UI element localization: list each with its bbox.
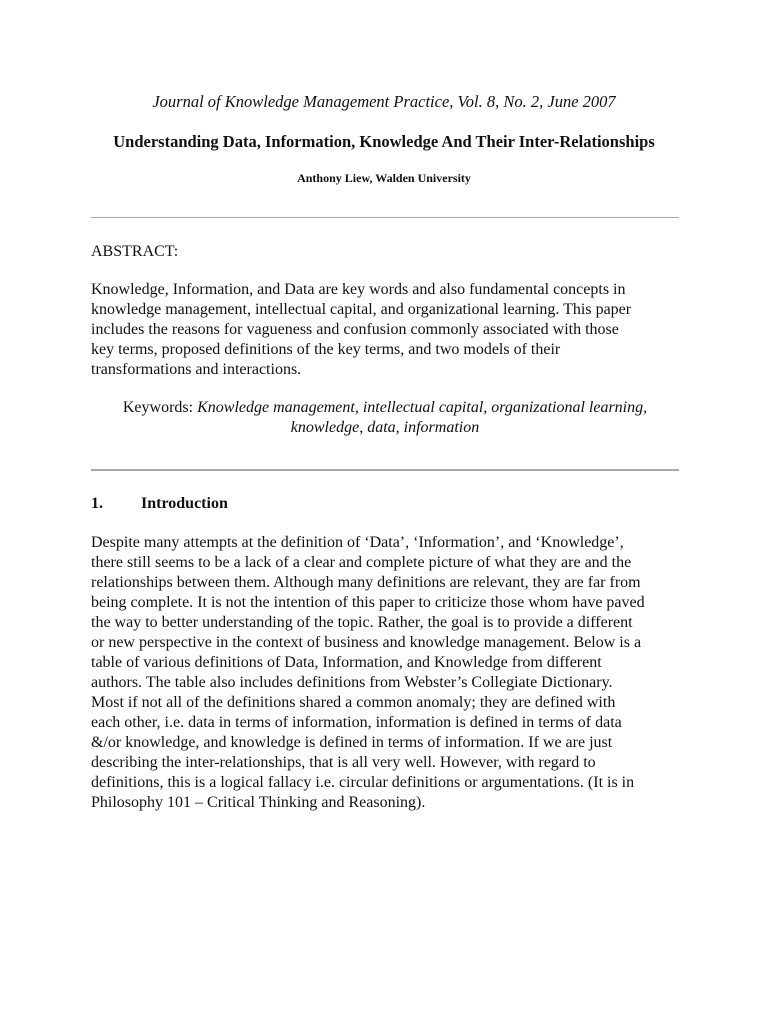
abstract-line: key terms, proposed definitions of the key terms, and two models of their — [91, 341, 561, 358]
paragraph-line: each other, i.e. data in terms of information, information is defined in terms of data — [91, 714, 622, 731]
abstract-line: knowledge management, intellectual capital, and organizational learning. This paper — [91, 301, 632, 318]
author-line: Anthony Liew, Walden University — [297, 171, 471, 185]
abstract-body — [91, 280, 681, 380]
paragraph-line: the way to better understanding of the topic. Rather, the goal is to provide a different — [91, 614, 633, 631]
abstract-line: Knowledge, Information, and Data are key words and also fundamental concepts in — [91, 281, 626, 298]
section-heading — [91, 494, 228, 514]
journal-citation: Journal of Knowledge Management Practice, Vol. 8, No. 2, June 2007 — [152, 92, 616, 111]
paragraph-line: there still seems to be a lack of a clear and complete picture of what they are and the — [91, 554, 632, 571]
abstract-line: transformations and interactions. — [91, 361, 302, 378]
keywords-block — [91, 398, 679, 438]
paragraph-line: authors. The table also includes definitions from Webster’s Collegiate Dictionary. — [91, 674, 613, 691]
keywords-label: Keywords: — [122, 399, 194, 416]
paragraph-line: &/or knowledge, and knowledge is defined in terms of information. If we are just — [91, 734, 613, 751]
paragraph-line: definitions, this is a logical fallacy i.e. circular definitions or argumentations. (It is in — [91, 774, 635, 791]
abstract-line: includes the reasons for vagueness and confusion commonly associated with those — [91, 321, 619, 338]
keywords-list-continued: knowledge, data, information — [290, 419, 480, 436]
section-title: Introduction — [141, 495, 228, 512]
paragraph-line: relationships between them. Although many definitions are relevant, they are far from — [91, 574, 641, 591]
paragraph-line: table of various definitions of Data, Information, and Knowledge from different — [91, 654, 602, 671]
paragraph-line: Despite many attempts at the definition of ‘Data’, ‘Information’, and ‘Knowledge’, — [91, 534, 624, 551]
paragraph-line: or new perspective in the context of business and knowledge management. Below is a — [91, 634, 642, 651]
divider-middle — [91, 469, 679, 471]
paragraph-line: Philosophy 101 – Critical Thinking and Reasoning). — [91, 794, 426, 811]
paragraph-line: Most if not all of the definitions shared a common anomaly; they are defined with — [91, 694, 616, 711]
paper-title: Understanding Data, Information, Knowledge And Their Inter-Relationships — [113, 132, 655, 151]
paragraph-line: being complete. It is not the intention of this paper to criticize those whom have paved — [91, 594, 645, 611]
abstract-heading: ABSTRACT: — [91, 243, 179, 260]
paragraph-line: describing the inter-relationships, that is all very well. However, with regard to — [91, 754, 596, 771]
section-number: 1. — [91, 495, 103, 512]
divider-top — [91, 217, 679, 218]
introduction-body — [91, 533, 681, 813]
keywords-list: Knowledge management, intellectual capital, organizational learning, — [197, 399, 648, 416]
